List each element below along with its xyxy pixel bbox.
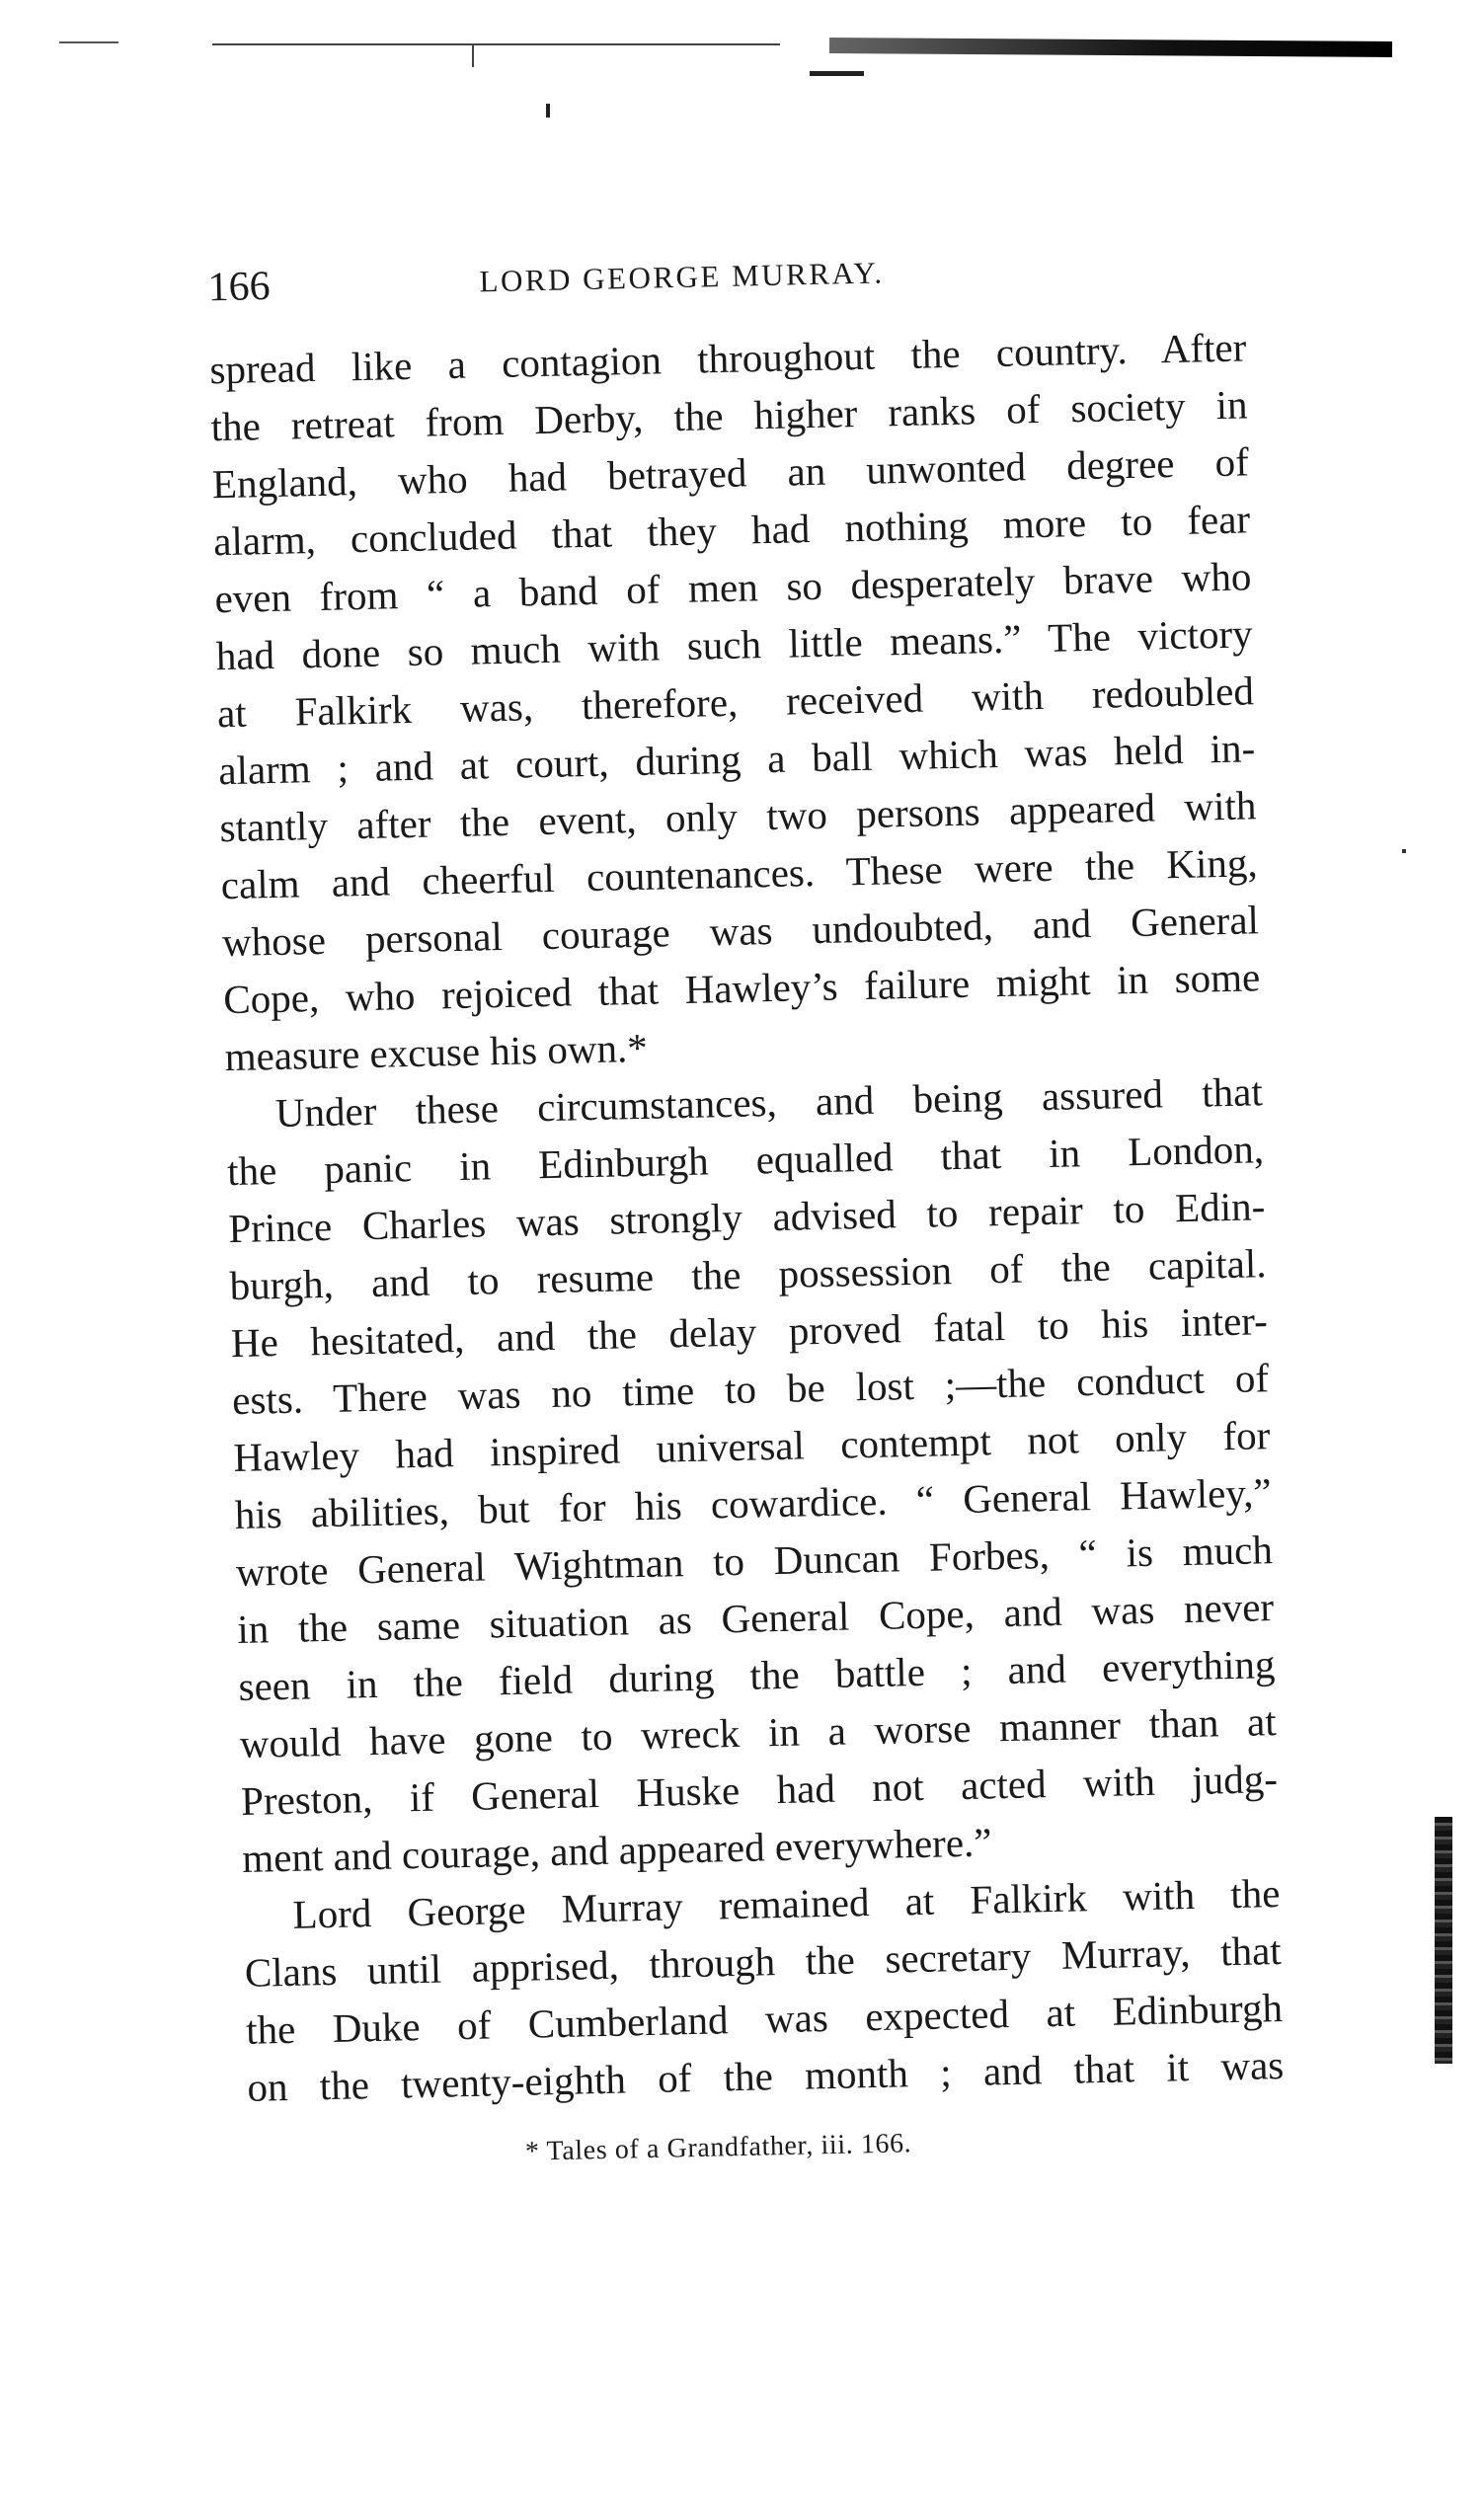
page-number: 166: [207, 263, 272, 311]
body-line: had done so much with such little means.” The victory: [215, 610, 1254, 679]
scan-binding-mark: [1435, 1817, 1452, 2064]
body-line: Hawley had inspired universal contempt not only for: [232, 1412, 1271, 1481]
body-line: at Falkirk was, therefore, received with redoubled: [216, 667, 1255, 737]
body-line: wrote General Wightman to Duncan Forbes, “ is much: [235, 1527, 1274, 1596]
body-line: burgh, and to resume the possession of the capital.: [229, 1240, 1267, 1309]
body-line: his abilities, but for his cowardice. “ General Hawley,”: [234, 1469, 1273, 1538]
scan-edge-dark-band: [829, 38, 1392, 57]
body-line: the Duke of Cumberland was expected at Edinburgh: [245, 1985, 1284, 2053]
body-line: Cope, who rejoiced that Hawley’s failure might in some: [222, 954, 1261, 1023]
body-line: alarm ; and at court, during a ball which was held in-: [217, 725, 1256, 794]
body-line: He hesitated, and the delay proved fatal to his inter-: [230, 1297, 1269, 1367]
body-line: Prince Charles was strongly advised to repair to Edin-: [227, 1183, 1266, 1252]
book-page: [178, 234, 1336, 2233]
body-line: measure excuse his own.*: [224, 1024, 649, 1080]
body-line: calm and cheerful countenances. These were the King,: [220, 839, 1259, 908]
body-line: in the same situation as General Cope, and was never: [236, 1584, 1275, 1653]
body-line: the panic in Edinburgh equalled that in London,: [226, 1126, 1265, 1195]
body-line: stantly after the event, only two persons appeared with: [219, 782, 1257, 851]
scan-speck: [546, 104, 550, 118]
body-line: Lord George Murray remained at Falkirk with the: [292, 1870, 1281, 1937]
body-line: England, who had betrayed an unwonted degree of: [211, 438, 1250, 508]
body-line: the retreat from Derby, the higher ranks of society in: [210, 381, 1248, 450]
scan-edge-line-top: [212, 43, 780, 45]
header-title: LORD GEORGE MURRAY.: [479, 255, 885, 299]
body-line: whose personal courage was undoubted, and General: [221, 897, 1260, 966]
body-line: ests. There was no time to be lost ;—the conduct of: [231, 1355, 1270, 1424]
scan-speck-right: [1402, 849, 1406, 853]
scan-edge-dash: [810, 71, 864, 76]
scan-edge-tick: [472, 43, 474, 67]
body-line: Clans until apprised, through the secretary Murray, that: [244, 1927, 1283, 1996]
body-line: spread like a contagion throughout the country. After: [208, 324, 1247, 393]
body-line: Preston, if General Huske had not acted with judg-: [240, 1756, 1279, 1824]
body-line: would have gone to wreck in a worse manner than at: [239, 1698, 1278, 1766]
scan-edge-line-left: [59, 41, 118, 43]
body-line: seen in the field during the battle ; and everything: [238, 1641, 1276, 1709]
body-line: even from “ a band of men so desperately brave who: [214, 553, 1252, 622]
body-line: Under these circumstances, and being assured that: [274, 1068, 1264, 1136]
footnote: * Tales of a Grandfather, iii. 166.: [524, 2128, 912, 2167]
body-line: ment and courage, and appeared everywhere.”: [241, 1819, 992, 1881]
body-line: on the twenty-eighth of the month ; and that it was: [246, 2042, 1285, 2110]
running-head: [207, 234, 1294, 317]
body-line: alarm, concluded that they had nothing more to fear: [212, 496, 1251, 565]
